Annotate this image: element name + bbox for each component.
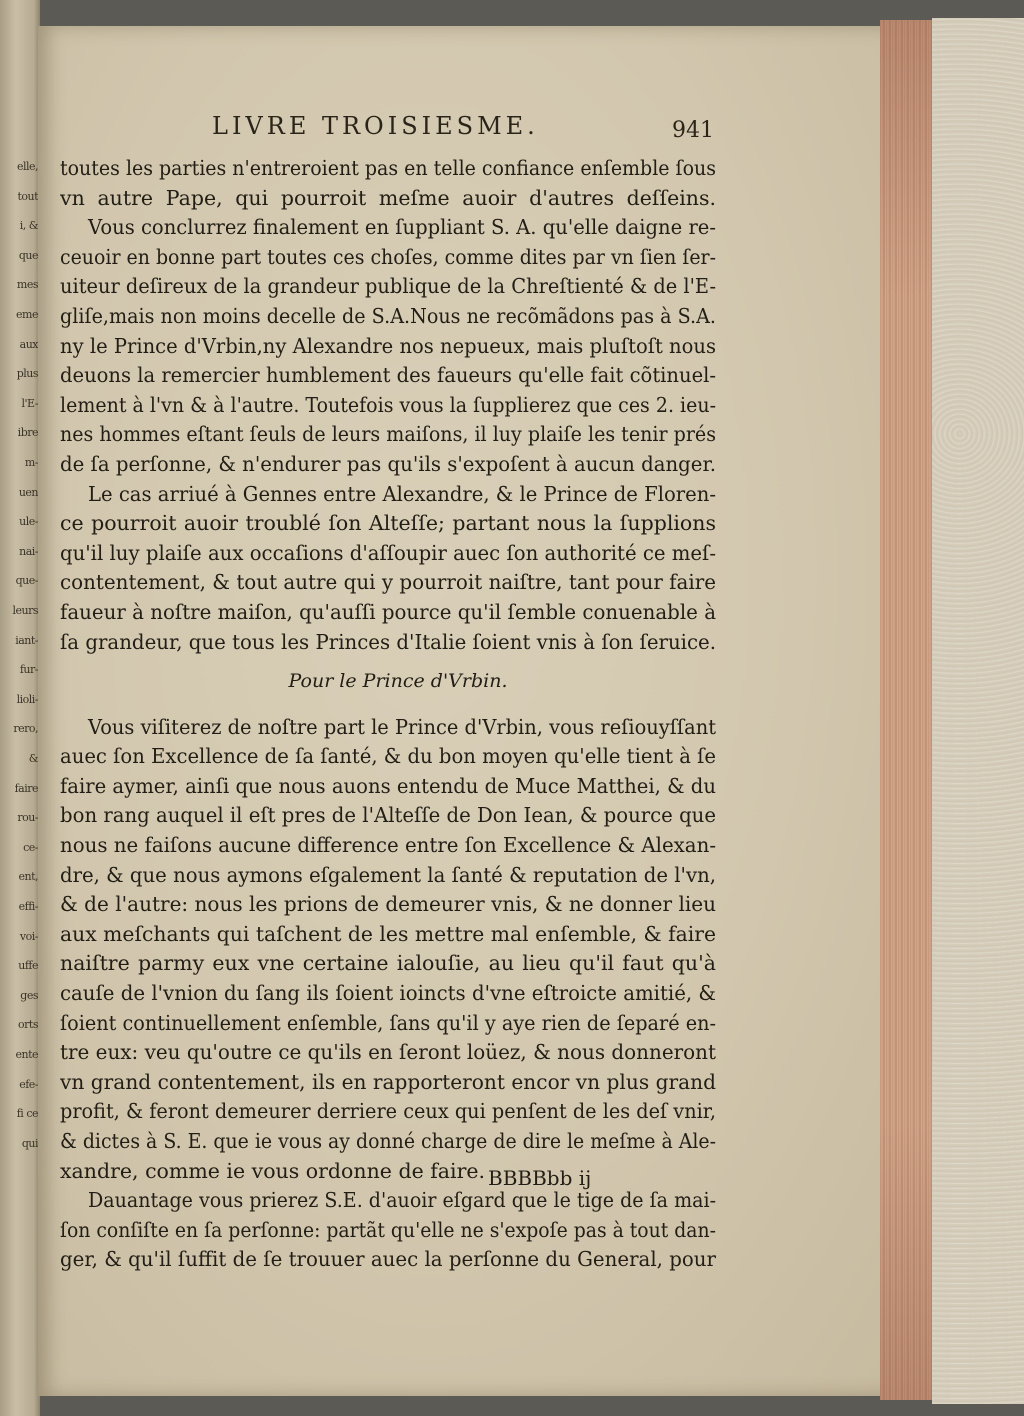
facing-page-edge — [0, 0, 40, 1416]
facing-page-text-fragment: rou- — [17, 811, 38, 825]
facing-page-text-fragment: leurs — [12, 604, 38, 617]
text-line: toutes les parties n'entreroient pas en telle confiance enſemble ſous — [60, 156, 716, 180]
facing-page-text-fragment: l'E- — [21, 396, 38, 410]
facing-page-text-fragment: ent, — [18, 870, 38, 884]
text-line: qu'il luy plaiſe aux occaſions d'aſſoupir auec ſon authorité ce meſ- — [60, 540, 716, 565]
facing-page-text-fragment: fur- — [19, 663, 38, 677]
facing-page-text-fragment: i, & — [19, 219, 38, 233]
text-line: Vous conclurrez finalement en ſuppliant S. A. qu'elle daigne re- — [88, 215, 716, 240]
facing-page-text-fragment: elle, — [16, 160, 38, 173]
facing-page-text-fragment: tout — [17, 189, 38, 203]
text-line: naiſtre parmy eux vne certaine ialouſie, au lieu qu'il faut qu'à — [60, 951, 716, 976]
text-line: nes hommes eſtant ſeuls de leurs maiſons, il luy plaiſe les tenir prés — [60, 422, 716, 447]
text-line: Le cas arriué à Gennes entre Alexandre, & le Prince de Floren- — [88, 481, 716, 506]
text-line: tre eux: veu qu'outre ce qu'ils en ſeront loüez, & nous donneront — [60, 1040, 716, 1065]
text-line: ſa grandeur, que tous les Princes d'Italie ſoient vnis à ſon ſeruice. — [60, 629, 716, 654]
facing-page-text-fragment: ente — [15, 1048, 38, 1061]
facing-page-text-fragment: qui — [21, 1136, 38, 1150]
body-text — [60, 154, 716, 1275]
facing-page-text-fragment: eme — [16, 308, 38, 321]
facing-page-text-fragment: fi ce — [16, 1107, 38, 1121]
facing-page-text-fragment: ce- — [23, 840, 38, 854]
facing-page-text-fragment: faire — [14, 781, 38, 795]
facing-page-text-fragment: rero, — [13, 722, 38, 736]
page-edge-shading — [880, 20, 934, 1400]
text-line: dre, & que nous aymons eſgalement la ſanté & reputation de l'vn, — [60, 862, 716, 887]
text-line: faueur à noſtre maiſon, qu'auſſi pource qu'il ſemble conuenable à — [60, 599, 716, 624]
facing-page-text-fragment: effi- — [18, 900, 38, 913]
facing-page-text-fragment: orts — [18, 1018, 38, 1032]
facing-page-text-fragment: efe- — [19, 1077, 38, 1091]
text-line: lement à l'vn & à l'autre. Toutefois vous la ſupplierez que ces 2. ieu- — [60, 392, 716, 417]
page-number: 941 — [672, 118, 714, 143]
line-group-2 — [60, 713, 716, 1275]
section-heading: Pour le Prince d'Vrbin. — [288, 670, 508, 693]
facing-page-text-fragment: uffe — [18, 959, 38, 973]
text-line: Vous viſiterez de noſtre part le Prince d'Vrbin, vous reſiouyſſant — [88, 714, 716, 739]
text-line: ſon conſiſte en ſa perſonne: partãt qu'elle ne s'expoſe pas à tout dan- — [60, 1217, 716, 1242]
facing-page-text-fragment: que- — [15, 574, 38, 588]
facing-page-text-fragment: m- — [24, 456, 38, 469]
text-line: ceuoir en bonne part toutes ces choſes, comme dites par vn ſien ſer- — [60, 244, 716, 269]
book-cover-board — [932, 18, 1024, 1404]
text-line: profit, & feront demeurer derriere ceux qui penſent de les deſ vnir, — [60, 1099, 716, 1124]
facing-page-text-fragment: & — [28, 752, 38, 765]
text-line: faire aymer, ainſi que nous auons entendu de Muce Matthei, & du — [60, 773, 716, 798]
text-line: vn autre Pape, qui pourroit meſme auoir d'autres deſſeins. — [60, 185, 716, 210]
text-line: ny le Prince d'Vrbin,ny Alexandre nos nepueux, mais pluſtoſt nous — [60, 333, 716, 358]
text-line: nous ne faiſons aucune difference entre ſon Excellence & Alexan- — [60, 833, 716, 858]
facing-page-text-fragment: uen — [18, 485, 38, 499]
text-line: Dauantage vous prierez S.E. d'auoir eſgard que le tige de ſa mai- — [88, 1188, 716, 1213]
facing-page-text-fragment: ule- — [19, 515, 38, 529]
facing-page-text-fragment: lioli- — [16, 692, 38, 706]
text-line: xandre, comme ie vous ordonne de faire. — [60, 1158, 486, 1183]
text-line: ger, & qu'il ſuffit de ſe trouuer auec la perſonne du General, pour — [60, 1247, 716, 1272]
line-group-1 — [60, 154, 716, 657]
facing-page-text-fragment: ibre — [17, 426, 38, 440]
signature-mark: BBBBbb ij — [488, 1166, 592, 1190]
text-line: uiteur deſireux de la grandeur publique de la Chreſtienté & de l'E- — [60, 274, 716, 299]
facing-page-text-fragment: plus — [16, 367, 38, 381]
text-line: vn grand contentement, ils en rapporteront encor vn plus grand — [60, 1069, 716, 1094]
facing-page-text-fragment: que — [18, 248, 38, 262]
text-line: aux meſchants qui taſchent de les mettre mal enſemble, & faire — [60, 921, 716, 946]
text-line: & dictes à S. E. que ie vous ay donné charge de dire le meſme à Ale- — [60, 1129, 716, 1153]
text-line: deuons la remercier humblement des faueurs qu'elle fait cõtinuel- — [60, 363, 716, 388]
text-line: auec ſon Excellence de ſa ſanté, & du bon moyen qu'elle tient à ſe — [60, 744, 716, 769]
text-line: contentement, & tout autre qui y pourroit naiſtre, tant pour faire — [60, 570, 716, 595]
facing-page-text-fragment: iant- — [15, 633, 38, 647]
text-line: gliſe,mais non moins decelle de S.A.Nous ne recõmãdons pas à S.A. — [60, 303, 716, 328]
facing-page-text-fragment: voi- — [19, 929, 38, 943]
running-title: LIVRE TROISIESME. — [212, 112, 539, 140]
facing-page-text-fragment: ges — [20, 988, 38, 1002]
text-line: ſoient continuellement enſemble, ſans qu'il y aye rien de ſeparé en- — [60, 1010, 716, 1035]
facing-page-text-fragment: mes — [16, 278, 38, 292]
facing-page-text-fragment: aux — [19, 337, 38, 351]
text-line: cauſe de l'vnion du ſang ils ſoient ioincts d'vne eſtroicte amitié, & — [60, 981, 716, 1006]
text-line: bon rang auquel il eſt pres de l'Alteſſe de Don Iean, & pource que — [60, 803, 716, 828]
text-line: & de l'autre: nous les prions de demeurer vnis, & ne donner lieu — [60, 892, 716, 917]
text-line: ce pourroit auoir troublé ſon Alteſſe; partant nous la ſupplions — [60, 511, 716, 536]
facing-page-text-fragment: nai- — [19, 544, 38, 558]
text-line: de ſa perſonne, & n'endurer pas qu'ils s'expoſent à aucun danger. — [60, 451, 716, 476]
